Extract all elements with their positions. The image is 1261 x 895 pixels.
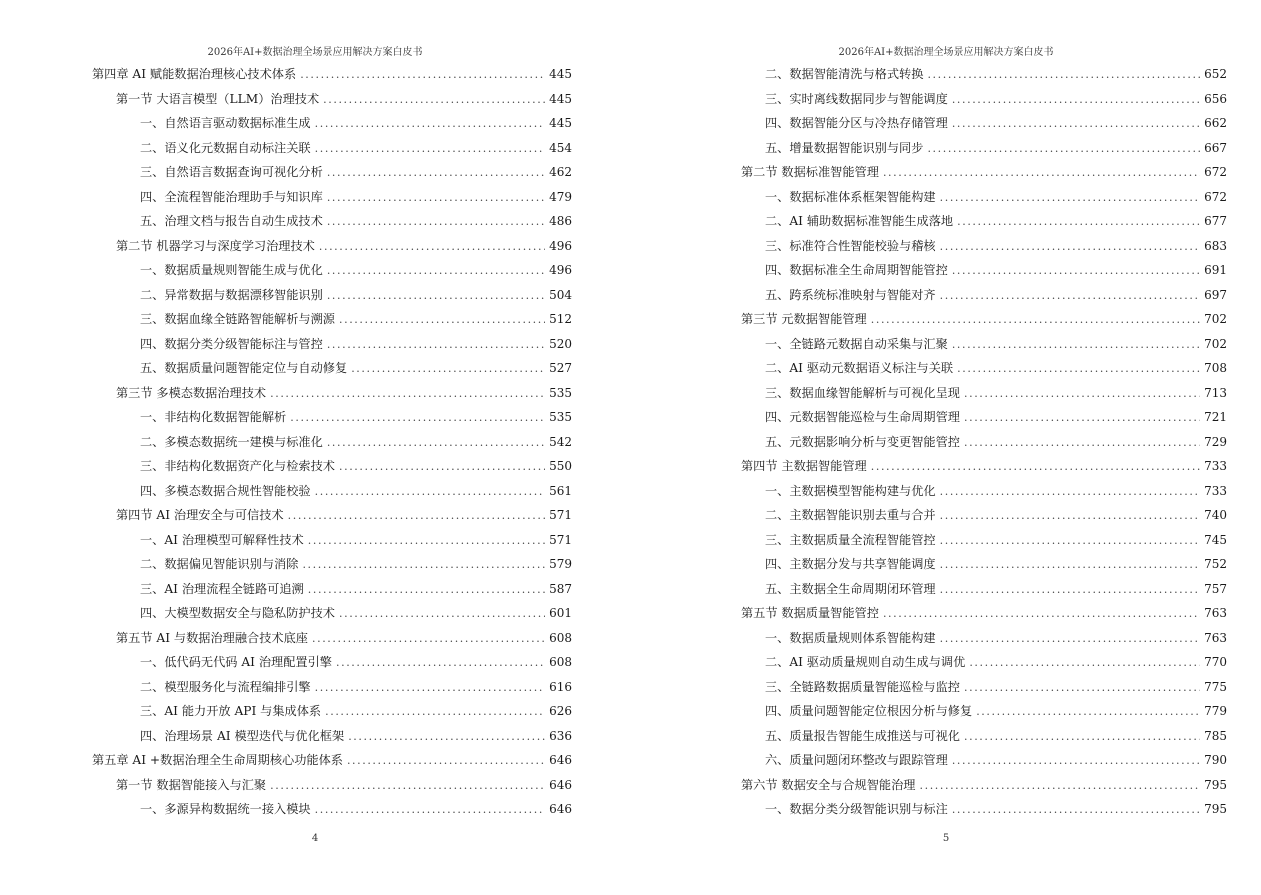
toc-entry[interactable] (741, 748, 1227, 773)
toc-entry-title: 五、增量数据智能识别与同步 (765, 140, 924, 155)
toc-entry[interactable] (92, 160, 572, 185)
toc-entry-page: 520 (549, 336, 572, 351)
toc-entry[interactable] (92, 430, 572, 455)
toc-entry[interactable] (92, 528, 572, 553)
toc-entry[interactable] (741, 650, 1227, 675)
dot-leader (940, 186, 1200, 211)
toc-entry[interactable] (741, 430, 1227, 455)
toc-entry-page: 745 (1204, 532, 1227, 547)
toc-entry-title: 第三节 元数据智能管理 (741, 312, 867, 326)
toc-entry-page: 636 (549, 728, 572, 743)
toc-entry-title: 二、数据智能清洗与格式转换 (765, 67, 924, 81)
toc-entry[interactable] (92, 307, 572, 332)
toc-entry-title: 三、数据血缘全链路智能解析与溯源 (140, 312, 335, 326)
toc-entry-title: 一、数据标准体系框架智能构建 (765, 189, 936, 204)
toc-entry-title: 第一节 数据智能接入与汇聚 (116, 777, 267, 792)
toc-entry-page: 733 (1204, 459, 1227, 473)
dot-leader (964, 406, 1200, 431)
toc-entry[interactable] (92, 748, 572, 773)
toc-entry-page: 462 (549, 165, 572, 179)
toc-entry-page: 683 (1204, 238, 1227, 253)
toc-entry-page: 561 (549, 483, 572, 498)
toc-entry[interactable] (741, 626, 1227, 651)
toc-entry-title: 三、数据血缘智能解析与可视化呈现 (765, 385, 960, 400)
toc-entry-page: 775 (1204, 679, 1227, 694)
toc-entry[interactable] (741, 454, 1227, 479)
toc-entry-page: 626 (549, 704, 572, 718)
toc-entry-title: 四、全流程智能治理助手与知识库 (140, 189, 323, 204)
toc-entry[interactable] (92, 577, 572, 602)
dot-leader (327, 186, 545, 211)
dot-leader (325, 700, 545, 725)
toc-entry-page: 652 (1204, 67, 1227, 81)
toc-entry[interactable] (741, 160, 1227, 185)
left-page (0, 0, 630, 895)
toc-entry-page: 445 (549, 91, 572, 106)
toc-entry[interactable] (92, 234, 572, 259)
dot-leader (952, 112, 1200, 137)
toc-entry-title: 第二节 机器学习与深度学习治理技术 (116, 238, 315, 253)
toc-entry[interactable] (92, 111, 572, 136)
toc-entry[interactable] (92, 699, 572, 724)
toc-entry[interactable] (92, 601, 572, 626)
toc-entry-page: 646 (549, 753, 572, 767)
toc-entry-title: 二、数据偏见智能识别与消除 (140, 557, 299, 571)
toc-entry[interactable] (741, 405, 1227, 430)
dot-leader (315, 480, 545, 505)
toc-entry-title: 二、异常数据与数据漂移智能识别 (140, 287, 323, 302)
toc-entry-page: 672 (1204, 189, 1227, 204)
dot-leader (927, 137, 1200, 162)
dot-leader (339, 308, 545, 333)
toc-entry-page: 770 (1204, 655, 1227, 669)
toc-entry-title: 一、数据质量规则智能生成与优化 (140, 263, 323, 277)
toc-entry-page: 733 (1204, 483, 1227, 498)
table-of-contents (741, 62, 1227, 822)
toc-entry-title: 一、多源异构数据统一接入模块 (140, 802, 311, 816)
dot-leader (339, 455, 545, 480)
toc-entry-title: 一、AI 治理模型可解释性技术 (140, 532, 304, 547)
toc-entry-page: 656 (1204, 91, 1227, 106)
toc-entry-page: 445 (549, 67, 572, 81)
toc-entry-page: 740 (1204, 508, 1227, 522)
dot-leader (270, 774, 545, 799)
dot-leader (327, 161, 545, 186)
dot-leader (940, 627, 1200, 652)
toc-entry[interactable] (741, 111, 1227, 136)
toc-entry-title: 五、主数据全生命周期闭环管理 (765, 581, 936, 596)
toc-entry[interactable] (92, 185, 572, 210)
dot-leader (952, 333, 1200, 358)
toc-entry[interactable] (741, 552, 1227, 577)
dot-leader (940, 529, 1200, 554)
toc-entry-title: 三、非结构化数据资产化与检索技术 (140, 459, 335, 473)
toc-entry-title: 二、AI 驱动元数据语义标注与关联 (765, 361, 954, 375)
toc-entry[interactable] (92, 209, 572, 234)
toc-entry[interactable] (741, 307, 1227, 332)
dot-leader (315, 676, 545, 701)
toc-entry-page: 795 (1204, 802, 1227, 816)
dot-leader (327, 210, 545, 235)
dot-leader (940, 578, 1200, 603)
toc-entry[interactable] (741, 479, 1227, 504)
toc-entry-title: 一、低代码无代码 AI 治理配置引擎 (140, 655, 332, 669)
toc-entry-page: 697 (1204, 287, 1227, 302)
toc-entry[interactable] (92, 479, 572, 504)
toc-entry[interactable] (92, 258, 572, 283)
toc-entry[interactable] (92, 381, 572, 406)
toc-entry-title: 三、全链路数据质量智能巡检与监控 (765, 679, 960, 694)
toc-entry-title: 四、元数据智能巡检与生命周期管理 (765, 410, 960, 424)
toc-entry-title: 三、实时离线数据同步与智能调度 (765, 91, 948, 106)
toc-entry-title: 第四章 AI 赋能数据治理核心技术体系 (92, 67, 297, 81)
toc-entry-title: 第五节 数据质量智能管控 (741, 606, 879, 620)
toc-entry[interactable] (741, 87, 1227, 112)
dot-leader (308, 529, 545, 554)
toc-entry-title: 四、质量问题智能定位根因分析与修复 (765, 704, 973, 718)
toc-entry-title: 二、语义化元数据自动标注关联 (140, 140, 311, 155)
table-of-contents (92, 62, 572, 822)
toc-entry[interactable] (741, 724, 1227, 749)
dot-leader (339, 602, 545, 627)
toc-entry-title: 第四节 AI 治理安全与可信技术 (116, 508, 284, 522)
toc-entry[interactable] (92, 356, 572, 381)
toc-entry-page: 579 (549, 557, 572, 571)
toc-entry-title: 第三节 多模态数据治理技术 (116, 385, 267, 400)
dot-leader (327, 259, 545, 284)
dot-leader (964, 725, 1200, 750)
toc-entry-page: 646 (549, 777, 572, 792)
toc-entry-page: 496 (549, 263, 572, 277)
toc-entry-page: 486 (549, 214, 572, 228)
running-head: 2026年AI+数据治理全场景应用解决方案白皮书 (838, 47, 1054, 58)
dot-leader (920, 774, 1201, 799)
toc-entry-title: 一、数据质量规则体系智能构建 (765, 630, 936, 645)
toc-entry-page: 763 (1204, 606, 1227, 620)
dot-leader (270, 382, 545, 407)
toc-entry-title: 二、AI 驱动质量规则自动生成与调优 (765, 655, 966, 669)
toc-entry[interactable] (741, 503, 1227, 528)
toc-entry-page: 479 (549, 189, 572, 204)
toc-entry-title: 五、治理文档与报告自动生成技术 (140, 214, 323, 228)
toc-entry-page: 601 (549, 606, 572, 620)
toc-entry[interactable] (92, 136, 572, 161)
toc-entry-title: 五、元数据影响分析与变更智能管控 (765, 434, 960, 449)
toc-entry-page: 667 (1204, 140, 1227, 155)
toc-entry-title: 四、数据标准全生命周期智能管控 (765, 263, 948, 277)
toc-entry-page: 571 (549, 532, 572, 547)
toc-entry-page: 752 (1204, 557, 1227, 571)
toc-entry-title: 一、数据分类分级智能识别与标注 (765, 802, 948, 816)
toc-entry-page: 721 (1204, 410, 1227, 424)
toc-entry-page: 535 (549, 410, 572, 424)
toc-entry-page: 677 (1204, 214, 1227, 228)
dot-leader (323, 88, 545, 113)
dot-leader (336, 651, 545, 676)
toc-entry-page: 702 (1204, 312, 1227, 326)
toc-entry-page: 729 (1204, 434, 1227, 449)
dot-leader (952, 798, 1200, 823)
toc-entry-title: 三、标准符合性智能校验与稽核 (765, 238, 936, 253)
toc-entry[interactable] (741, 234, 1227, 259)
toc-entry[interactable] (741, 699, 1227, 724)
dot-leader (927, 63, 1200, 88)
toc-entry-title: 三、自然语言数据查询可视化分析 (140, 165, 323, 179)
toc-entry-title: 第五章 AI +数据治理全生命周期核心功能体系 (92, 753, 343, 767)
toc-entry[interactable] (92, 724, 572, 749)
page-number: 4 (311, 833, 319, 844)
dot-leader (964, 431, 1200, 456)
dot-leader (940, 504, 1200, 529)
toc-entry-page: 713 (1204, 385, 1227, 400)
toc-entry-title: 第五节 AI 与数据治理融合技术底座 (116, 630, 308, 645)
toc-entry-title: 五、跨系统标准映射与智能对齐 (765, 287, 936, 302)
toc-entry-title: 四、多模态数据合规性智能校验 (140, 483, 311, 498)
toc-entry-page: 445 (549, 116, 572, 130)
dot-leader (327, 284, 545, 309)
toc-entry-title: 五、质量报告智能生成推送与可视化 (765, 728, 960, 743)
toc-entry-page: 795 (1204, 777, 1227, 792)
dot-leader (964, 676, 1200, 701)
toc-entry[interactable] (92, 675, 572, 700)
toc-entry[interactable] (741, 283, 1227, 308)
dot-leader (957, 357, 1200, 382)
toc-entry[interactable] (92, 87, 572, 112)
dot-leader (351, 357, 545, 382)
toc-entry-title: 五、数据质量问题智能定位与自动修复 (140, 361, 348, 375)
toc-entry[interactable] (741, 601, 1227, 626)
dot-leader (969, 651, 1200, 676)
toc-entry-title: 六、质量问题闭环整改与跟踪管理 (765, 753, 948, 767)
dot-leader (964, 382, 1200, 407)
dot-leader (347, 749, 545, 774)
dot-leader (940, 480, 1200, 505)
toc-entry[interactable] (741, 62, 1227, 87)
toc-entry-page: 691 (1204, 263, 1227, 277)
toc-entry[interactable] (741, 209, 1227, 234)
dot-leader (883, 602, 1200, 627)
toc-entry-title: 三、主数据质量全流程智能管控 (765, 532, 936, 547)
dot-leader (312, 627, 545, 652)
toc-entry-page: 702 (1204, 336, 1227, 351)
toc-entry-page: 535 (549, 385, 572, 400)
toc-entry-title: 四、主数据分发与共享智能调度 (765, 557, 936, 571)
toc-entry-page: 608 (549, 630, 572, 645)
toc-entry[interactable] (92, 773, 572, 798)
dot-leader (302, 553, 545, 578)
toc-entry[interactable] (741, 356, 1227, 381)
dot-leader (952, 88, 1200, 113)
toc-entry-page: 616 (549, 679, 572, 694)
toc-entry-title: 二、模型服务化与流程编排引擎 (140, 679, 311, 694)
toc-entry-page: 646 (549, 802, 572, 816)
dot-leader (940, 235, 1200, 260)
toc-entry-title: 三、AI 能力开放 API 与集成体系 (140, 704, 322, 718)
toc-entry-page: 527 (549, 361, 572, 375)
toc-entry-page: 571 (549, 508, 572, 522)
toc-entry-title: 四、数据智能分区与冷热存储管理 (765, 116, 948, 130)
dot-leader (290, 406, 545, 431)
toc-entry[interactable] (741, 136, 1227, 161)
dot-leader (308, 578, 545, 603)
toc-entry-title: 四、治理场景 AI 模型迭代与优化框架 (140, 728, 345, 743)
toc-entry-title: 一、自然语言驱动数据标准生成 (140, 116, 311, 130)
toc-entry-title: 一、主数据模型智能构建与优化 (765, 483, 936, 498)
dot-leader (319, 235, 545, 260)
toc-entry[interactable] (92, 454, 572, 479)
toc-entry-page: 785 (1204, 728, 1227, 743)
dot-leader (315, 112, 545, 137)
dot-leader (952, 749, 1200, 774)
dot-leader (288, 504, 545, 529)
toc-entry[interactable] (741, 528, 1227, 553)
dot-leader (315, 798, 545, 823)
toc-entry-page: 608 (549, 655, 572, 669)
dot-leader (315, 137, 545, 162)
toc-entry-title: 第四节 主数据智能管理 (741, 459, 867, 473)
toc-entry-page: 496 (549, 238, 572, 253)
page-number: 5 (942, 833, 950, 844)
toc-entry-title: 第一节 大语言模型（LLM）治理技术 (116, 91, 320, 106)
toc-entry[interactable] (741, 797, 1227, 822)
toc-entry[interactable] (741, 675, 1227, 700)
dot-leader (940, 553, 1200, 578)
toc-entry-title: 三、AI 治理流程全链路可追溯 (140, 581, 304, 596)
toc-entry[interactable] (741, 773, 1227, 798)
dot-leader (871, 308, 1200, 333)
toc-entry-title: 第六节 数据安全与合规智能治理 (741, 777, 916, 792)
toc-entry-title: 二、主数据智能识别去重与合并 (765, 508, 936, 522)
toc-entry-title: 二、多模态数据统一建模与标准化 (140, 434, 323, 449)
toc-entry-page: 763 (1204, 630, 1227, 645)
right-page (631, 0, 1261, 895)
toc-entry[interactable] (92, 650, 572, 675)
toc-entry-title: 四、数据分类分级智能标注与管控 (140, 336, 323, 351)
toc-entry[interactable] (92, 797, 572, 822)
toc-entry-page: 708 (1204, 361, 1227, 375)
toc-entry[interactable] (741, 258, 1227, 283)
dot-leader (976, 700, 1200, 725)
toc-entry[interactable] (92, 332, 572, 357)
toc-entry[interactable] (741, 185, 1227, 210)
dot-leader (957, 210, 1200, 235)
dot-leader (300, 63, 545, 88)
toc-entry[interactable] (741, 577, 1227, 602)
toc-entry-page: 504 (549, 287, 572, 302)
toc-entry-title: 四、大模型数据安全与隐私防护技术 (140, 606, 335, 620)
toc-entry[interactable] (92, 552, 572, 577)
toc-entry-page: 790 (1204, 753, 1227, 767)
toc-entry[interactable] (92, 405, 572, 430)
toc-entry[interactable] (741, 381, 1227, 406)
toc-entry-page: 662 (1204, 116, 1227, 130)
toc-entry-title: 一、非结构化数据智能解析 (140, 410, 287, 424)
dot-leader (327, 333, 545, 358)
toc-entry-page: 542 (549, 434, 572, 449)
toc-entry[interactable] (92, 503, 572, 528)
toc-entry[interactable] (92, 626, 572, 651)
toc-entry-page: 757 (1204, 581, 1227, 596)
toc-entry-page: 454 (549, 140, 572, 155)
dot-leader (883, 161, 1200, 186)
toc-entry-title: 二、AI 辅助数据标准智能生成落地 (765, 214, 954, 228)
toc-entry[interactable] (92, 62, 572, 87)
toc-entry-title: 一、全链路元数据自动采集与汇聚 (765, 336, 948, 351)
toc-entry[interactable] (92, 283, 572, 308)
running-head: 2026年AI+数据治理全场景应用解决方案白皮书 (207, 47, 423, 58)
toc-entry-page: 672 (1204, 165, 1227, 179)
dot-leader (871, 455, 1200, 480)
toc-entry[interactable] (741, 332, 1227, 357)
dot-leader (348, 725, 545, 750)
toc-entry-page: 779 (1204, 704, 1227, 718)
dot-leader (952, 259, 1200, 284)
dot-leader (940, 284, 1200, 309)
dot-leader (327, 431, 545, 456)
toc-entry-page: 587 (549, 581, 572, 596)
toc-entry-title: 第二节 数据标准智能管理 (741, 165, 879, 179)
toc-entry-page: 512 (549, 312, 572, 326)
toc-entry-page: 550 (549, 459, 572, 473)
